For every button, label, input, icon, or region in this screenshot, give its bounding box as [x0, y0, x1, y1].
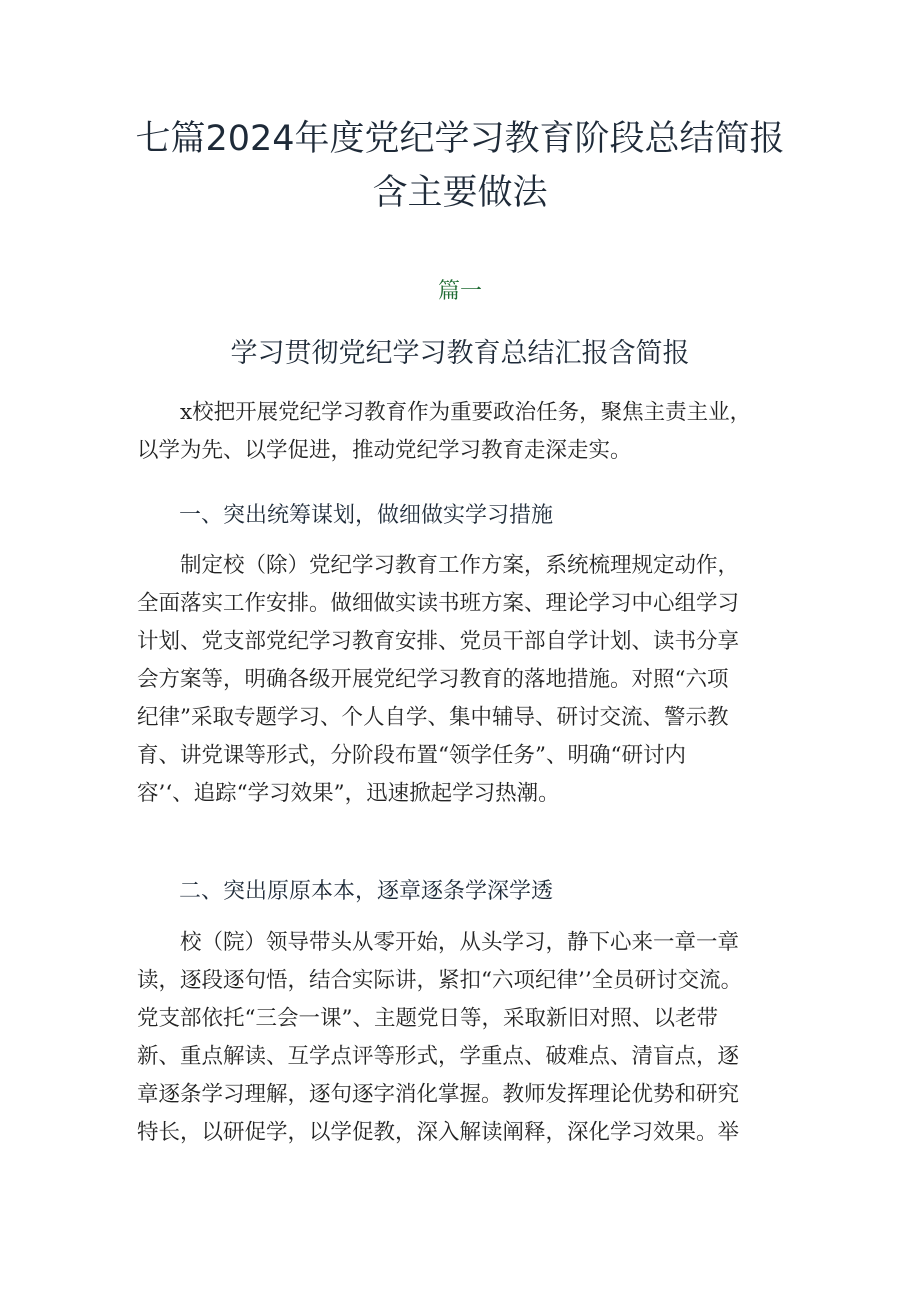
section-heading-2: 二、突出原原本本，逐章逐条学深学透: [179, 879, 554, 904]
section-heading-1: 一、突出统筹谋划，做细做实学习措施: [179, 503, 554, 528]
paragraph-line: 全面落实工作安排。做细做实读书班方案、理论学习中心组学习: [137, 591, 740, 616]
paragraph-line: 章逐条学习理解，逐句逐字消化掌握。教师发挥理论优势和研究: [137, 1082, 740, 1107]
paragraph-line: 党支部依托“三会一课”、主题党日等，采取新旧对照、以老带: [137, 1006, 718, 1031]
document-title: [0, 112, 920, 220]
article-subtitle: 学习贯彻党纪学习教育总结汇报含简报: [230, 338, 690, 369]
paragraph-line: 会方案等，明确各级开展党纪学习教育的落地措施。对照“六项: [137, 667, 729, 692]
paragraph-line: 以学为先、以学促进，推动党纪学习教育走深走实。: [137, 438, 632, 463]
paragraph-1: [137, 547, 797, 813]
title-line-2: 含主要做法: [372, 173, 548, 213]
paragraph-2: [137, 924, 797, 1152]
paragraph-line: 新、重点解读、互学点评等形式，学重点、破难点、清盲点，逐: [137, 1044, 740, 1069]
title-line-1: 七篇2024年度党纪学习教育阶段总结简报: [135, 119, 785, 159]
intro-paragraph: [137, 394, 797, 470]
paragraph-line: 制定校（除）党纪学习教育工作方案，系统梳理规定动作，: [180, 553, 740, 578]
paragraph-line: 特长，以研促学，以学促教，深入解读阐释，深化学习效果。举: [137, 1120, 740, 1145]
paragraph-line: 纪律”采取专题学习、个人自学、集中辅导、研讨交流、警示教: [137, 705, 729, 730]
paragraph-line: 计划、党支部党纪学习教育安排、党员干部自学计划、读书分享: [137, 629, 740, 654]
section-label: 篇一: [437, 279, 482, 304]
paragraph-line: 校（院）领导带头从零开始，从头学习，静下心来一章一章: [180, 930, 740, 955]
paragraph-line: 容’‘、追踪“学习效果”，迅速掀起学习热潮。: [137, 781, 560, 806]
paragraph-line: x校把开展党纪学习教育作为重要政治任务，聚焦主责主业，: [180, 400, 752, 425]
paragraph-line: 读，逐段逐句悟，结合实际讲，紧扣“六项纪律’’全员研讨交流。: [137, 968, 743, 993]
paragraph-line: 育、讲党课等形式，分阶段布置“领学任务”、明确“研讨内: [137, 743, 686, 768]
